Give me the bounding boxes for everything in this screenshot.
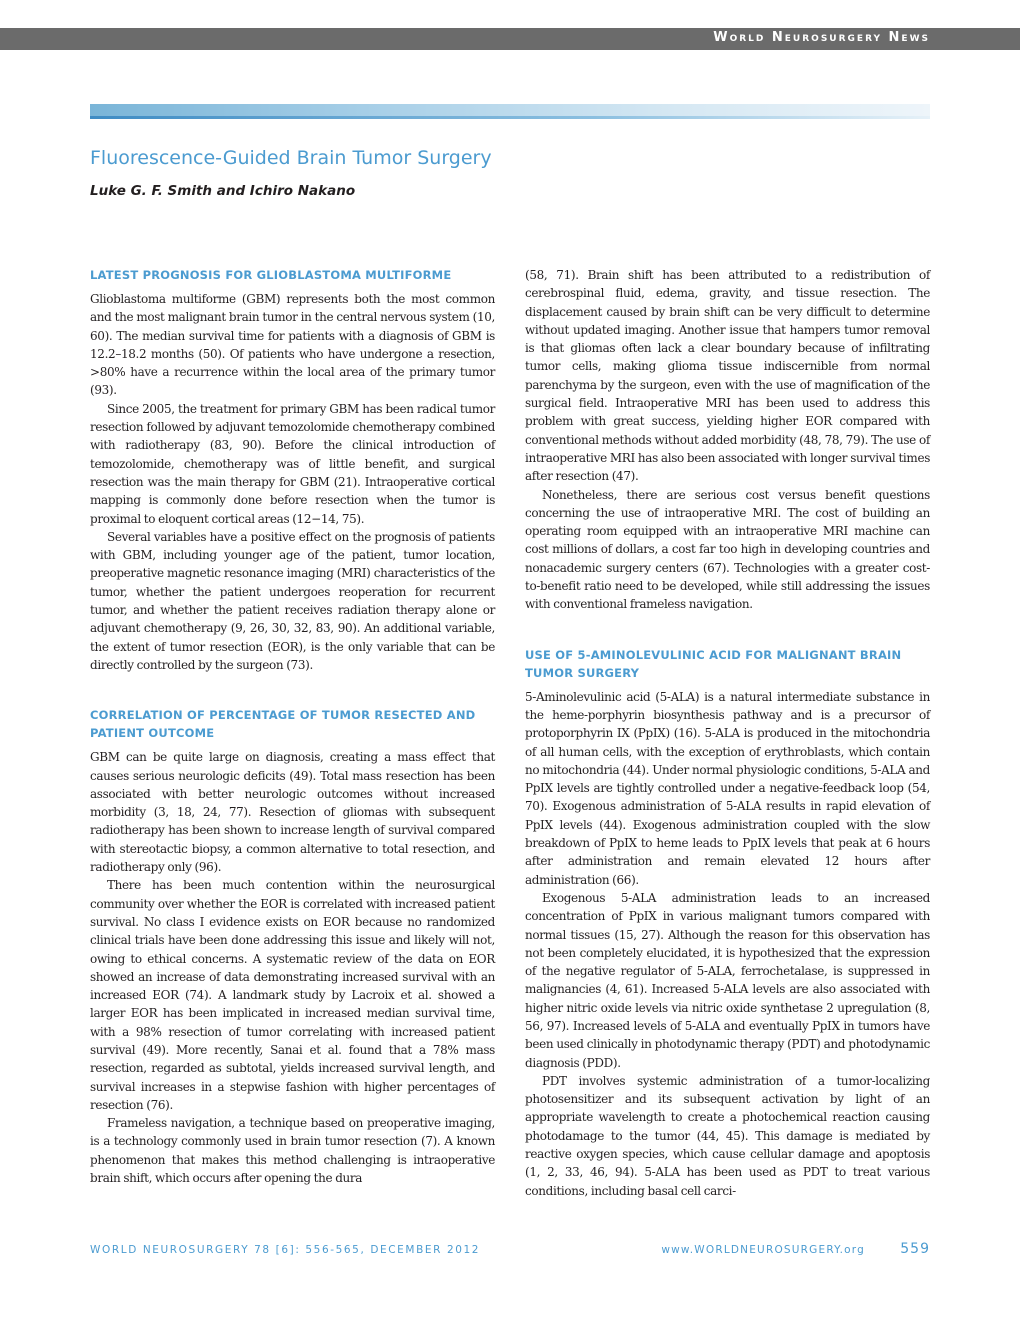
paragraph: (58, 71). Brain shift has been attributed to a redistribution of cerebrospinal fluid, edema, gravity, and tissue resection. The displacement caused by brain shift can be very difficult to determine without updated imaging. Another issue that hampers tumor removal is that gliomas often lack a clear boundary because of infiltrating tumor cells, making glioma tissue indiscernible from normal parenchyma by the surgeon, even with the use of magnification of the surgical field. Intraoperative MRI has been used to address this problem with great success, yielding higher EOR compared with conventional methods without added morbidity (48, 78, 79). The use of intraoperative MRI has also been associated with longer survival times after resection (47). <box>525 268 930 484</box>
paragraph: PDT involves systemic administration of a tumor-localizing photosensitizer and its subsequent activation by light of an appropriate wavelength to create a photochemical reaction causing photodamage to the tumor (44, 45). This damage is mediated by reactive oxygen species, which cause cellular damage and apoptosis (1, 2, 33, 46, 94). 5-ALA has been used as PDT to treat various conditions, including basal cell carci- <box>525 1073 930 1198</box>
right-column <box>525 266 930 1200</box>
left-column <box>90 266 495 1187</box>
running-header-bar <box>0 28 1020 50</box>
paragraph: Glioblastoma multiforme (GBM) represents both the most common and the most malignant brain tumor in the central nervous system (10, 60). The median survival time for patients with a diagnosis of GBM is 12.2–18.2 months (50). Of patients who have undergone a resection, >80% have a recurrence within the local area of the primary tumor (93). <box>90 292 495 398</box>
paragraph: Several variables have a positive effect on the prognosis of patients with GBM, including younger age of the patient, tumor location, preoperative magnetic resonance imaging (MRI) characteristics of the tumor, whether the patient undergoes reoperation for recurrent tumor, and whether the patient receives radiation therapy alone or adjuvant chemotherapy (9, 26, 30, 32, 83, 90). An additional variable, the extent of tumor resection (EOR), is the only variable that can be directly controlled by the surgeon (73). <box>90 529 495 672</box>
title-accent-bar <box>90 104 930 116</box>
page-number: 559 <box>900 1241 930 1257</box>
footer-journal-citation: WORLD NEUROSURGERY 78 [6]: 556-565, DECEMBER 2012 <box>90 1244 481 1256</box>
section-heading-5ala: USE OF 5-AMINOLEVULINIC ACID FOR MALIGNANT BRAIN TUMOR SURGERY <box>525 647 902 680</box>
paragraph: There has been much contention within the neurosurgical community over whether the EOR is correlated with increased patient survival. No class I evidence exists on EOR because no randomized clinical trials have been done addressing this issue and likely will not, owing to ethical concerns. A systematic review of the data on EOR showed an increase of data demonstrating increased survival with an increased EOR (74). A landmark study by Lacroix et al. showed a larger EOR has been implicated in increased median survival time, with a 98% resection of tumor correlating with increased patient survival (49). More recently, Sanai et al. found that a 78% mass resection, regarded as subtotal, yields increased survival length, and survival increases in a stepwise fashion with higher percentages of resection (76). <box>90 878 495 1112</box>
article-authors: Luke G. F. Smith and Ichiro Nakano <box>90 183 356 199</box>
paragraph: GBM can be quite large on diagnosis, creating a mass effect that causes serious neurologic deficits (49). Total mass resection has been associated with better neurologic outcomes without increased morbidity (3, 18, 24, 77). Resection of gliomas with subsequent radiotherapy has been shown to increase length of survival compared with stereotactic biopsy, a common alternative to total resection, and radiotherapy only (96). <box>90 750 495 875</box>
paragraph: Frameless navigation, a technique based on preoperative imaging, is a technology commonly used in brain tumor resection (7). A known phenomenon that makes this method challenging is intraoperative brain shift, which occurs after opening the dura <box>90 1116 495 1186</box>
page-footer <box>90 1241 930 1259</box>
running-header-title: World Neurosurgery News <box>713 30 930 45</box>
paragraph: Since 2005, the treatment for primary GBM has been radical tumor resection followed by adjuvant temozolomide chemotherapy combined with radiotherapy (83, 90). Before the clinical introduction of temozolomide, chemotherapy was of little benefit, and surgical resection was the main therapy for GBM (21). Intraoperative cortical mapping is commonly done before resection when the tumor is proximal to eloquent cortical areas (12−14, 75). <box>90 401 495 526</box>
paragraph: Nonetheless, there are serious cost versus benefit questions concerning the use of intraoperative MRI. The cost of building an operating room equipped with an intraoperative MRI machine can cost millions of dollars, a cost far too high in developing countries and nonacademic surgery centers (67). Technologies with a greater cost-to-benefit ratio need to be developed, while still addressing the issues with conventional frameless navigation. <box>525 487 930 612</box>
section-spacer <box>525 614 930 646</box>
paragraph: 5-Aminolevulinic acid (5-ALA) is a natural intermediate substance in the heme-porphyrin biosynthesis pathway and is a precursor of protoporphyrin IX (PpIX) (16). 5-ALA is produced in the mitochondria of all human cells, with the exception of erythroblasts, which contain no mitochondria (44). Under normal physiologic conditions, 5-ALA and PpIX levels are tightly controlled under a negative-feedback loop (54, 70). Exogenous administration of 5-ALA results in rapid elevation of PpIX levels (44). Exogenous administration coupled with the slow breakdown of PpIX to heme leads to PpIX levels that peak at 6 hours after administration and remain elevated 12 hours after administration (66). <box>525 689 930 887</box>
section-heading-prognosis: LATEST PROGNOSIS FOR GLIOBLASTOMA MULTIFORME <box>90 268 452 282</box>
paragraph: Exogenous 5-ALA administration leads to an increased concentration of PpIX in various malignant tumors compared with normal tissues (15, 27). Although the reason for this observation has not been completely elucidated, it is hypothesized that the expression of the negative regulator of 5-ALA, ferrochetalase, is suppressed in malignancies (4, 61). Increased 5-ALA levels are also associated with higher nitric oxide levels via nitric oxide synthetase 2 upregulation (8, 56, 97). Increased levels of 5-ALA and eventually PpIX in tumors have been used clinically in photodynamic therapy (PDT) and photodynamic diagnosis (PDD). <box>525 890 930 1070</box>
section-spacer <box>90 674 495 706</box>
section-heading-correlation: CORRELATION OF PERCENTAGE OF TUMOR RESECTED AND PATIENT OUTCOME <box>90 708 476 741</box>
article-title: Fluorescence-Guided Brain Tumor Surgery <box>90 147 492 169</box>
footer-website-link[interactable]: www.WORLDNEUROSURGERY.org <box>661 1244 865 1256</box>
